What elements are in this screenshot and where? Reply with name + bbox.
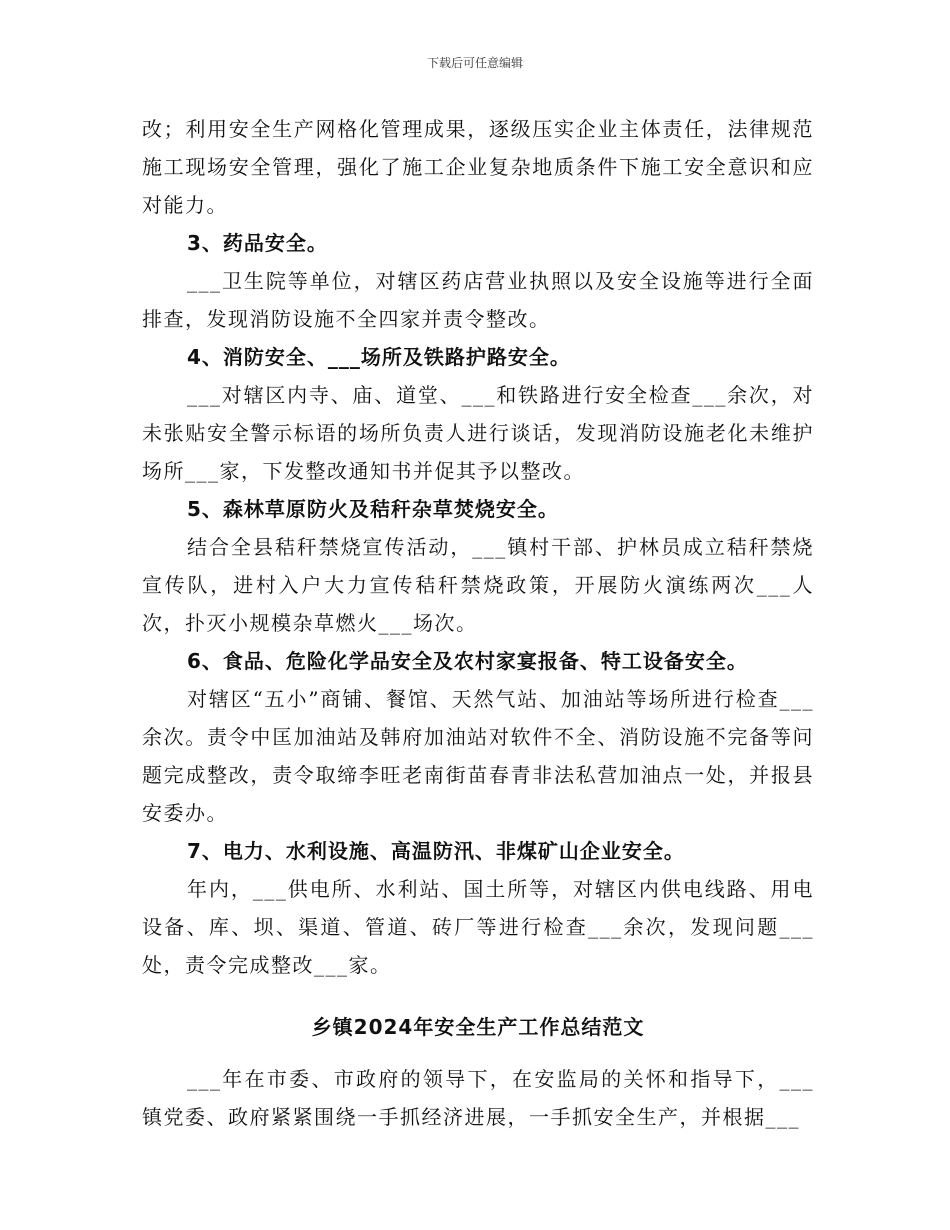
paragraph-section-4: ___对辖区内寺、庙、道堂、___和铁路进行安全检查___余次，对未张贴安全警示标语的场所负责人进行谈话，发现消防设施老化未维护场所___家，下发整改通知书并促其予以整改。 [142,383,814,483]
paragraph-section-5: 结合全县秸秆禁烧宣传活动，___镇村干部、护林员成立秸秆禁烧宣传队，进村入户大力宣传秸秆禁烧政策，开展防火演练两次___人次，扑灭小规模杂草燃火___场次。 [142,535,814,635]
document-title: 乡镇2024年安全生产工作总结范文 [311,1015,645,1039]
section-heading-5: 5、森林草原防火及秸秆杂草焚烧安全。 [187,497,559,521]
paragraph-intro: ___年在市委、市政府的领导下，在安监局的关怀和指导下，___镇党委、政府紧紧围绕一手抓经济进展，一手抓安全生产，并根据___ [142,1067,814,1129]
paragraph-section-7: 年内，___供电所、水利站、国土所等，对辖区内供电线路、用电设备、库、坝、渠道、管道、砖厂等进行检查___余次，发现问题___处，责令完成整改___家。 [142,877,814,977]
section-heading-7: 7、电力、水利设施、高温防汛、非煤矿山企业安全。 [187,839,685,863]
paragraph-continued: 改；利用安全生产网格化管理成果，逐级压实企业主体责任，法律规范施工现场安全管理，强化了施工企业复杂地质条件下施工安全意识和应对能力。 [142,117,814,217]
section-heading-4: 4、消防安全、___场所及铁路护路安全。 [187,345,571,369]
section-heading-6: 6、食品、危险化学品安全及农村家宴报备、特工设备安全。 [187,649,748,673]
document-body [142,110,814,1136]
paragraph-section-3: ___卫生院等单位，对辖区药店营业执照以及安全设施等进行全面排查，发现消防设施不全四家并责令整改。 [142,269,814,331]
section-heading-3: 3、药品安全。 [187,231,328,255]
page-header: 下载后可任意编辑 [426,56,523,70]
paragraph-section-6: 对辖区“五小”商铺、餐馆、天然气站、加油站等场所进行检查___余次。责令中匡加油站及韩府加油站对软件不全、消防设施不完备等问题完成整改，责令取缔李旺老南街苗春青非法私营加油点一处，并报县安委办。 [142,687,814,825]
